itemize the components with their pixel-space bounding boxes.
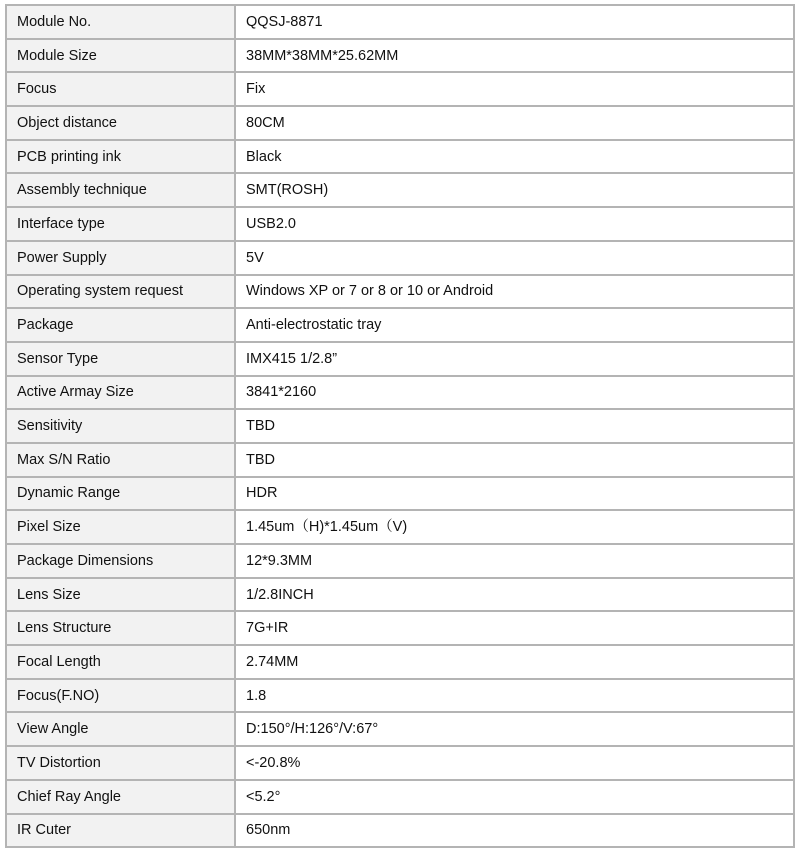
spec-value: HDR	[235, 477, 794, 511]
table-row	[6, 679, 794, 713]
spec-value: SMT(ROSH)	[235, 173, 794, 207]
table-row	[6, 746, 794, 780]
spec-value: TBD	[235, 443, 794, 477]
spec-label: Power Supply	[6, 241, 235, 275]
spec-label: Module Size	[6, 39, 235, 73]
table-row	[6, 342, 794, 376]
spec-value: Anti-electrostatic tray	[235, 308, 794, 342]
table-row	[6, 140, 794, 174]
table-row	[6, 510, 794, 544]
table-row	[6, 241, 794, 275]
spec-label: Focal Length	[6, 645, 235, 679]
spec-value: 2.74MM	[235, 645, 794, 679]
spec-label: Focus(F.NO)	[6, 679, 235, 713]
table-row	[6, 712, 794, 746]
spec-label: Chief Ray Angle	[6, 780, 235, 814]
spec-label: Sensitivity	[6, 409, 235, 443]
spec-label: Object distance	[6, 106, 235, 140]
spec-label: Assembly technique	[6, 173, 235, 207]
spec-label: Dynamic Range	[6, 477, 235, 511]
table-row	[6, 106, 794, 140]
table-row	[6, 308, 794, 342]
table-row	[6, 173, 794, 207]
table-row	[6, 207, 794, 241]
spec-value: <-20.8%	[235, 746, 794, 780]
table-row	[6, 275, 794, 309]
spec-label: Package	[6, 308, 235, 342]
spec-value: Windows XP or 7 or 8 or 10 or Android	[235, 275, 794, 309]
spec-value: <5.2°	[235, 780, 794, 814]
spec-label: Pixel Size	[6, 510, 235, 544]
spec-value: 1.45um（H)*1.45um（V)	[235, 510, 794, 544]
table-row	[6, 443, 794, 477]
spec-value: Black	[235, 140, 794, 174]
spec-value: 5V	[235, 241, 794, 275]
spec-value: 80CM	[235, 106, 794, 140]
spec-value: IMX415 1/2.8”	[235, 342, 794, 376]
spec-label: Sensor Type	[6, 342, 235, 376]
spec-value: 7G+IR	[235, 611, 794, 645]
spec-value: 3841*2160	[235, 376, 794, 410]
table-row	[6, 5, 794, 39]
spec-label: Package Dimensions	[6, 544, 235, 578]
spec-value: TBD	[235, 409, 794, 443]
spec-label: IR Cuter	[6, 814, 235, 848]
table-row	[6, 578, 794, 612]
spec-label: View Angle	[6, 712, 235, 746]
spec-value: 12*9.3MM	[235, 544, 794, 578]
spec-label: Active Armay Size	[6, 376, 235, 410]
table-row	[6, 72, 794, 106]
spec-label: Operating system request	[6, 275, 235, 309]
spec-value: Fix	[235, 72, 794, 106]
table-row	[6, 376, 794, 410]
table-row	[6, 814, 794, 848]
spec-value: 1.8	[235, 679, 794, 713]
table-row	[6, 780, 794, 814]
table-row	[6, 645, 794, 679]
table-row	[6, 39, 794, 73]
spec-value: 38MM*38MM*25.62MM	[235, 39, 794, 73]
spec-label: Lens Structure	[6, 611, 235, 645]
spec-label: Focus	[6, 72, 235, 106]
spec-label: Max S/N Ratio	[6, 443, 235, 477]
spec-label: Interface type	[6, 207, 235, 241]
spec-value: D:150°/H:126°/V:67°	[235, 712, 794, 746]
spec-value: QQSJ-8871	[235, 5, 794, 39]
spec-value: 1/2.8INCH	[235, 578, 794, 612]
spec-label: PCB printing ink	[6, 140, 235, 174]
table-row	[6, 544, 794, 578]
spec-label: Module No.	[6, 5, 235, 39]
specification-table-body	[6, 5, 794, 847]
spec-label: Lens Size	[6, 578, 235, 612]
table-row	[6, 409, 794, 443]
spec-value: 650nm	[235, 814, 794, 848]
spec-label: TV Distortion	[6, 746, 235, 780]
spec-value: USB2.0	[235, 207, 794, 241]
table-row	[6, 477, 794, 511]
table-row	[6, 611, 794, 645]
specification-table	[5, 4, 795, 848]
